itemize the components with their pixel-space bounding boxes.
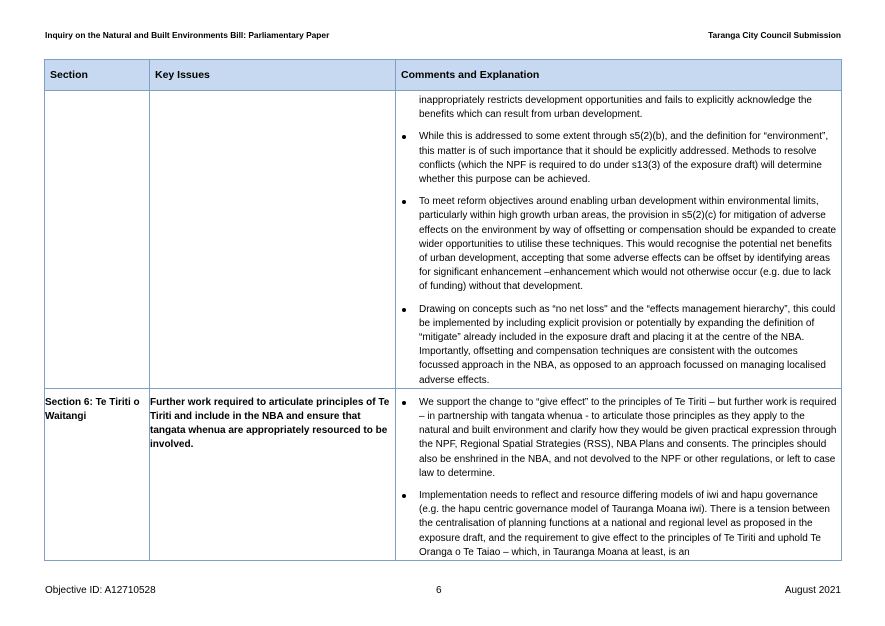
comment-bullet-list [396, 130, 841, 387]
comment-bullet: To meet reform objectives around enabling urban development within environmental limits, particularly within high growth urban areas, the provision in s5(2)(c) for mitigation of adverse effects on the environment by way of offsetting or compensation should be expanded to create wider opportunities to utilise these techniques. This would recognise the potential net benefits of urban development, accepting that some adverse effects can be offset by identifying areas for significant enhancement –enhancement which would not otherwise occur (e.g. due to lack of funding) without that development. [396, 195, 841, 294]
comment-bullet: Implementation needs to reflect and resource differing models of iwi and hapu governance (e.g. the hapu centric governance model of Tauranga Moana iwi). There is a tension between the centralisation of planning functions at a national and regional level as proposed in the exposure draft, and the requirement to give effect to the principles of Te Tiriti and uphold Te Oranga o Te Taiao – which, in Tauranga Moana at least, is an [396, 489, 841, 560]
comment-bullet: Drawing on concepts such as “no net loss" and the “effects management hierarchy”, this could be implemented by including explicit provision or potentially by expanding the definition of “mitigate” already included in the exposure draft and placing it at the centre of the NBA. Importantly, offsetting and compensation techniques are consistent with the outcomes focussed approach in the NBA, as opposed to an approach focussed on managing localised adverse effects. [396, 303, 841, 388]
row-section-cell: Section 6: Te Tiriti o Waitangi [45, 388, 150, 560]
footer-date: August 2021 [784, 585, 841, 596]
row-section-cell [45, 91, 150, 389]
table-row [45, 91, 842, 389]
footer-objective-id: Objective ID: A12710528 [45, 585, 156, 596]
header-submitter: Taranga City Council Submission [708, 30, 841, 40]
comment-bullet: While this is addressed to some extent through s5(2)(b), and the definition for “environment”, this matter is of such importance that it should be explicitly addressed. Methods to resolve conflicts (which the NPF is required to do under s13(3) of the exposure draft) will determine whether this purpose can be achieved. [396, 130, 841, 187]
submission-table [44, 59, 842, 561]
header-document-title: Inquiry on the Natural and Built Environments Bill: Parliamentary Paper [45, 30, 330, 40]
comment-bullet: We support the change to “give effect” to the principles of Te Tiriti – but further work is required – in partnership with tangata whenua - to articulate those principles as they apply to the natural and built environment and clarify how they would be given practical expression through the NPF, Regional Spatial Strategies (RSS), NBA Plans and consents. The principles should also be enshrined in the NBA, and not devolved to the NPF or other regulations, or left to case law to determine. [396, 396, 841, 481]
table-header-row [45, 60, 842, 91]
row-issue-cell [150, 91, 396, 389]
comment-bullet-list [396, 396, 841, 560]
column-header-comments: Comments and Explanation [396, 60, 842, 91]
row-comments-cell [396, 91, 842, 389]
row-comments-cell [396, 388, 842, 560]
footer-page-number: 6 [436, 585, 442, 596]
column-header-key-issues: Key Issues [150, 60, 396, 91]
table-row [45, 388, 842, 560]
column-header-section: Section [45, 60, 150, 91]
row-issue-cell: Further work required to articulate principles of Te Tiriti and include in the NBA and ensure that tangata whenua are appropriately resourced to be involved. [150, 388, 396, 560]
continuation-paragraph: inappropriately restricts development opportunities and fails to explicitly acknowledge the benefits which can result from urban development. [419, 95, 812, 121]
